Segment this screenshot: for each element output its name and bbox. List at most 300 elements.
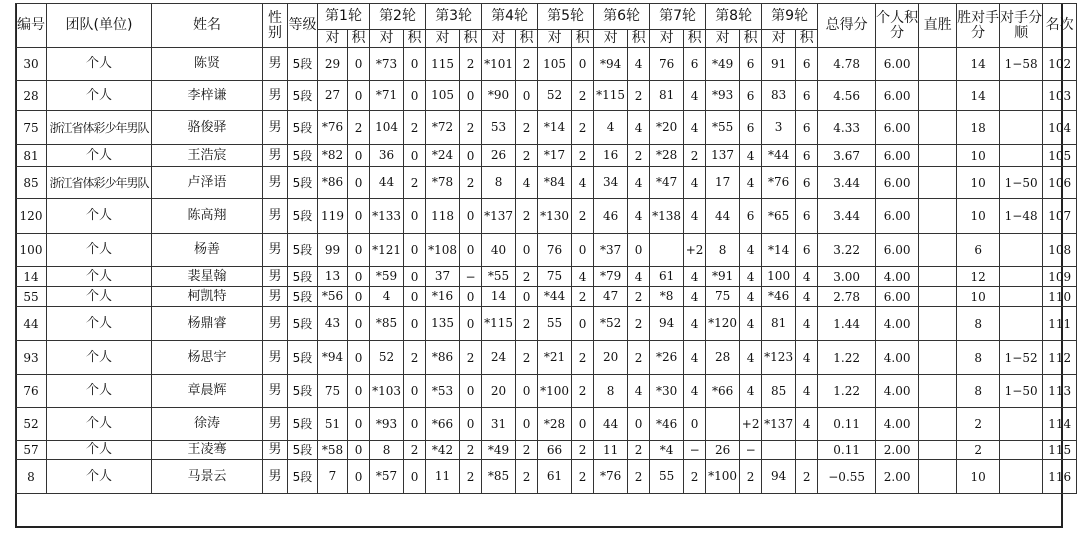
cell-num: 8: [16, 460, 47, 494]
cell-round-6-opponent: *37: [594, 234, 628, 267]
cell-num: 81: [16, 145, 47, 167]
cell-level: 5段: [288, 267, 318, 287]
cell-round-4-opponent: *115: [482, 307, 516, 341]
cell-round-1-points: 0: [348, 167, 370, 199]
cell-round-5-opponent: 61: [538, 460, 572, 494]
cell-round-4-points: 2: [516, 145, 538, 167]
cell-round-5-opponent: 76: [538, 234, 572, 267]
cell-round-7-opponent: *138: [650, 199, 684, 234]
cell-round-7-points: 4: [684, 81, 706, 111]
cell-round-4-opponent: *55: [482, 267, 516, 287]
cell-round-3-points: 0: [460, 307, 482, 341]
cell-winopp: 12: [957, 267, 1000, 287]
cell-round-5-points: 2: [572, 441, 594, 460]
cell-round-7-points: 4: [684, 375, 706, 408]
cell-direct: [919, 111, 957, 145]
cell-team: 个人: [47, 287, 152, 307]
cell-round-4-points: 0: [516, 375, 538, 408]
cell-round-2-opponent: 104: [370, 111, 404, 145]
cell-round-3-opponent: 115: [426, 48, 460, 81]
table-row: [16, 408, 1077, 441]
cell-team: 个人: [47, 145, 152, 167]
cell-round-3-opponent: *24: [426, 145, 460, 167]
cell-round-5-opponent: 105: [538, 48, 572, 81]
cell-sex: 男: [263, 307, 288, 341]
cell-level: 5段: [288, 460, 318, 494]
cell-personal: 4.00: [876, 267, 919, 287]
cell-round-1-opponent: 51: [318, 408, 348, 441]
cell-round-3-points: 2: [460, 48, 482, 81]
cell-round-6-points: 4: [628, 167, 650, 199]
cell-direct: [919, 199, 957, 234]
cell-round-1-points: 0: [348, 199, 370, 234]
cell-personal: 6.00: [876, 48, 919, 81]
cell-round-4-opponent: 26: [482, 145, 516, 167]
cell-round-5-points: 4: [572, 267, 594, 287]
cell-personal: 2.00: [876, 460, 919, 494]
header-round-5: 第5轮: [538, 4, 594, 30]
cell-round-2-opponent: *57: [370, 460, 404, 494]
cell-round-5-points: 2: [572, 199, 594, 234]
cell-round-8-points: 4: [740, 167, 762, 199]
cell-round-9-opponent: *76: [762, 167, 796, 199]
cell-rank: 106: [1043, 167, 1077, 199]
cell-team: 个人: [47, 460, 152, 494]
cell-personal: 6.00: [876, 81, 919, 111]
cell-personal: 4.00: [876, 408, 919, 441]
cell-round-6-points: 4: [628, 199, 650, 234]
cell-round-5-opponent: 52: [538, 81, 572, 111]
cell-round-2-opponent: *71: [370, 81, 404, 111]
cell-round-1-points: 0: [348, 287, 370, 307]
cell-level: 5段: [288, 167, 318, 199]
cell-team: 个人: [47, 408, 152, 441]
cell-team: 个人: [47, 199, 152, 234]
cell-rank: 103: [1043, 81, 1077, 111]
cell-round-6-points: 4: [628, 48, 650, 81]
cell-num: 93: [16, 341, 47, 375]
cell-round-6-opponent: 46: [594, 199, 628, 234]
cell-round-7-opponent: 61: [650, 267, 684, 287]
cell-round-7-points: 4: [684, 341, 706, 375]
cell-round-9-opponent: 100: [762, 267, 796, 287]
header-round-5-opp: 对: [538, 30, 572, 48]
cell-round-2-opponent: 44: [370, 167, 404, 199]
cell-round-2-points: 0: [404, 307, 426, 341]
cell-round-6-points: 2: [628, 341, 650, 375]
cell-direct: [919, 145, 957, 167]
cell-round-7-points: 4: [684, 267, 706, 287]
cell-num: 14: [16, 267, 47, 287]
cell-direct: [919, 48, 957, 81]
cell-round-6-points: 2: [628, 460, 650, 494]
cell-round-5-points: 4: [572, 167, 594, 199]
cell-round-7-opponent: 76: [650, 48, 684, 81]
cell-opporder: 1−50: [1000, 167, 1043, 199]
cell-round-7-opponent: *8: [650, 287, 684, 307]
cell-round-1-opponent: 7: [318, 460, 348, 494]
cell-round-8-opponent: *91: [706, 267, 740, 287]
table-row: [16, 441, 1077, 460]
cell-round-4-opponent: 31: [482, 408, 516, 441]
cell-round-5-points: 2: [572, 145, 594, 167]
cell-name: 杨鼎睿: [152, 307, 263, 341]
cell-round-8-opponent: 26: [706, 441, 740, 460]
cell-direct: [919, 267, 957, 287]
cell-round-7-points: 2: [684, 460, 706, 494]
cell-round-7-points: 6: [684, 48, 706, 81]
cell-opporder: [1000, 234, 1043, 267]
cell-round-4-opponent: *137: [482, 199, 516, 234]
cell-round-5-points: 2: [572, 341, 594, 375]
cell-round-4-opponent: 8: [482, 167, 516, 199]
cell-round-6-opponent: 44: [594, 408, 628, 441]
cell-opporder: [1000, 81, 1043, 111]
cell-level: 5段: [288, 234, 318, 267]
cell-round-9-opponent: *46: [762, 287, 796, 307]
header-rank: 名次: [1043, 4, 1077, 48]
header-round-8-opp: 对: [706, 30, 740, 48]
cell-round-4-opponent: *101: [482, 48, 516, 81]
cell-level: 5段: [288, 287, 318, 307]
cell-round-9-opponent: 94: [762, 460, 796, 494]
cell-team: 个人: [47, 267, 152, 287]
cell-round-7-opponent: *47: [650, 167, 684, 199]
cell-round-6-opponent: *94: [594, 48, 628, 81]
cell-total: 3.67: [818, 145, 876, 167]
cell-level: 5段: [288, 408, 318, 441]
cell-rank: 111: [1043, 307, 1077, 341]
cell-round-7-opponent: *30: [650, 375, 684, 408]
cell-round-9-points: 4: [796, 408, 818, 441]
cell-round-8-opponent: *93: [706, 81, 740, 111]
table-row: [16, 307, 1077, 341]
cell-round-2-points: 2: [404, 441, 426, 460]
cell-round-6-points: 4: [628, 267, 650, 287]
cell-round-6-points: 2: [628, 287, 650, 307]
cell-round-1-opponent: 29: [318, 48, 348, 81]
cell-round-4-points: 0: [516, 408, 538, 441]
cell-round-5-points: 0: [572, 408, 594, 441]
table-row: [16, 287, 1077, 307]
cell-sex: 男: [263, 441, 288, 460]
cell-winopp: 10: [957, 460, 1000, 494]
cell-total: 3.22: [818, 234, 876, 267]
cell-sex: 男: [263, 267, 288, 287]
cell-total: 3.44: [818, 167, 876, 199]
cell-total: 0.11: [818, 408, 876, 441]
cell-round-2-opponent: *85: [370, 307, 404, 341]
cell-round-6-points: 4: [628, 375, 650, 408]
cell-round-1-opponent: *76: [318, 111, 348, 145]
cell-round-4-points: 4: [516, 167, 538, 199]
cell-round-8-opponent: *55: [706, 111, 740, 145]
cell-round-5-opponent: *17: [538, 145, 572, 167]
cell-round-4-opponent: 24: [482, 341, 516, 375]
cell-round-9-points: 6: [796, 48, 818, 81]
cell-winopp: 10: [957, 145, 1000, 167]
cell-round-7-points: +2: [684, 234, 706, 267]
header-round-7: 第7轮: [650, 4, 706, 30]
cell-personal: 6.00: [876, 234, 919, 267]
table-row: [16, 341, 1077, 375]
cell-round-8-points: +2: [740, 408, 762, 441]
cell-winopp: 10: [957, 287, 1000, 307]
cell-round-3-opponent: 11: [426, 460, 460, 494]
cell-round-1-points: 0: [348, 145, 370, 167]
cell-direct: [919, 341, 957, 375]
cell-opporder: [1000, 111, 1043, 145]
cell-team: 个人: [47, 341, 152, 375]
cell-round-6-opponent: *76: [594, 460, 628, 494]
header-direct: 直胜: [919, 4, 957, 48]
cell-round-1-points: 2: [348, 111, 370, 145]
cell-round-9-points: 6: [796, 111, 818, 145]
cell-round-6-opponent: 34: [594, 167, 628, 199]
cell-round-4-points: 0: [516, 287, 538, 307]
cell-personal: 4.00: [876, 341, 919, 375]
cell-round-5-points: 2: [572, 460, 594, 494]
cell-rank: 110: [1043, 287, 1077, 307]
cell-round-9-opponent: *44: [762, 145, 796, 167]
cell-round-1-points: 0: [348, 48, 370, 81]
cell-round-9-points: 6: [796, 81, 818, 111]
cell-round-3-points: 0: [460, 234, 482, 267]
cell-round-1-points: 0: [348, 460, 370, 494]
cell-round-2-points: 0: [404, 408, 426, 441]
cell-personal: 6.00: [876, 287, 919, 307]
cell-opporder: 1−50: [1000, 375, 1043, 408]
cell-winopp: 18: [957, 111, 1000, 145]
header-round-6-pts: 积: [628, 30, 650, 48]
header-round-9-pts: 积: [796, 30, 818, 48]
cell-round-7-points: 4: [684, 111, 706, 145]
cell-round-2-points: 2: [404, 111, 426, 145]
cell-round-1-opponent: 43: [318, 307, 348, 341]
cell-name: 章晨辉: [152, 375, 263, 408]
header-round-4: 第4轮: [482, 4, 538, 30]
cell-round-9-points: 6: [796, 145, 818, 167]
table-row: [16, 375, 1077, 408]
cell-sex: 男: [263, 375, 288, 408]
cell-round-4-points: 2: [516, 267, 538, 287]
header-round-8-pts: 积: [740, 30, 762, 48]
cell-round-5-points: 0: [572, 307, 594, 341]
cell-round-3-opponent: *78: [426, 167, 460, 199]
cell-rank: 109: [1043, 267, 1077, 287]
cell-round-8-opponent: 28: [706, 341, 740, 375]
cell-round-4-points: 2: [516, 441, 538, 460]
cell-round-3-points: 0: [460, 145, 482, 167]
cell-sex: 男: [263, 111, 288, 145]
cell-round-3-opponent: *86: [426, 341, 460, 375]
header-round-6: 第6轮: [594, 4, 650, 30]
cell-round-3-points: 0: [460, 81, 482, 111]
cell-num: 30: [16, 48, 47, 81]
cell-personal: 2.00: [876, 441, 919, 460]
table-row: [16, 199, 1077, 234]
cell-team: 个人: [47, 81, 152, 111]
cell-round-4-opponent: 14: [482, 287, 516, 307]
table-row: [16, 145, 1077, 167]
cell-personal: 6.00: [876, 145, 919, 167]
cell-round-8-points: 4: [740, 267, 762, 287]
cell-name: 柯凯特: [152, 287, 263, 307]
cell-round-1-points: 0: [348, 81, 370, 111]
cell-rank: 104: [1043, 111, 1077, 145]
cell-total: 4.78: [818, 48, 876, 81]
cell-round-2-opponent: 4: [370, 287, 404, 307]
cell-round-2-opponent: *59: [370, 267, 404, 287]
cell-team: 浙江省体彩少年男队: [47, 111, 152, 145]
header-personal: 个人积分: [876, 4, 919, 48]
cell-level: 5段: [288, 307, 318, 341]
cell-rank: 113: [1043, 375, 1077, 408]
cell-round-3-opponent: *16: [426, 287, 460, 307]
cell-round-4-opponent: *90: [482, 81, 516, 111]
cell-round-7-points: 4: [684, 167, 706, 199]
cell-personal: 6.00: [876, 167, 919, 199]
cell-name: 杨思宇: [152, 341, 263, 375]
cell-num: 100: [16, 234, 47, 267]
cell-direct: [919, 287, 957, 307]
cell-personal: 6.00: [876, 111, 919, 145]
header-total: 总得分: [818, 4, 876, 48]
header-name: 姓名: [152, 4, 263, 48]
cell-round-4-opponent: 20: [482, 375, 516, 408]
header-round-4-opp: 对: [482, 30, 516, 48]
cell-round-6-points: 2: [628, 441, 650, 460]
cell-round-3-opponent: *53: [426, 375, 460, 408]
header-round-7-opp: 对: [650, 30, 684, 48]
cell-round-4-points: 0: [516, 234, 538, 267]
cell-round-6-points: 0: [628, 234, 650, 267]
cell-opporder: [1000, 460, 1043, 494]
cell-round-2-opponent: 36: [370, 145, 404, 167]
cell-round-6-points: 0: [628, 408, 650, 441]
cell-round-5-opponent: *28: [538, 408, 572, 441]
cell-opporder: [1000, 441, 1043, 460]
cell-round-3-opponent: *42: [426, 441, 460, 460]
cell-sex: 男: [263, 167, 288, 199]
cell-round-8-opponent: 75: [706, 287, 740, 307]
cell-name: 陈高翔: [152, 199, 263, 234]
cell-direct: [919, 167, 957, 199]
cell-round-9-points: 4: [796, 287, 818, 307]
cell-round-5-points: 2: [572, 375, 594, 408]
cell-round-6-points: 2: [628, 81, 650, 111]
cell-sex: 男: [263, 48, 288, 81]
cell-opporder: [1000, 145, 1043, 167]
cell-round-3-points: 2: [460, 460, 482, 494]
cell-num: 85: [16, 167, 47, 199]
cell-round-8-opponent: *66: [706, 375, 740, 408]
cell-total: 4.56: [818, 81, 876, 111]
cell-round-7-opponent: *26: [650, 341, 684, 375]
cell-total: 4.33: [818, 111, 876, 145]
header-row-top: [16, 4, 1077, 30]
cell-round-8-points: 4: [740, 307, 762, 341]
cell-round-7-opponent: [650, 234, 684, 267]
cell-winopp: 2: [957, 441, 1000, 460]
cell-team: 个人: [47, 48, 152, 81]
cell-round-5-points: 2: [572, 111, 594, 145]
cell-personal: 4.00: [876, 375, 919, 408]
cell-round-6-opponent: 47: [594, 287, 628, 307]
cell-level: 5段: [288, 111, 318, 145]
cell-opporder: 1−48: [1000, 199, 1043, 234]
cell-round-2-points: 0: [404, 199, 426, 234]
cell-round-3-points: 2: [460, 111, 482, 145]
cell-round-9-points: 4: [796, 267, 818, 287]
cell-num: 57: [16, 441, 47, 460]
cell-round-2-opponent: *133: [370, 199, 404, 234]
cell-round-2-opponent: *121: [370, 234, 404, 267]
cell-round-8-points: 4: [740, 375, 762, 408]
cell-num: 76: [16, 375, 47, 408]
cell-rank: 112: [1043, 341, 1077, 375]
cell-team: 个人: [47, 375, 152, 408]
cell-round-1-opponent: *56: [318, 287, 348, 307]
cell-round-9-opponent: 85: [762, 375, 796, 408]
cell-opporder: 1−58: [1000, 48, 1043, 81]
cell-round-5-opponent: *130: [538, 199, 572, 234]
cell-name: 王凌骞: [152, 441, 263, 460]
cell-opporder: 1−52: [1000, 341, 1043, 375]
header-round-2-opp: 对: [370, 30, 404, 48]
cell-round-9-points: 4: [796, 341, 818, 375]
cell-round-3-opponent: 135: [426, 307, 460, 341]
cell-rank: 116: [1043, 460, 1077, 494]
cell-round-2-points: 0: [404, 145, 426, 167]
cell-round-3-points: 0: [460, 287, 482, 307]
cell-round-8-points: 4: [740, 234, 762, 267]
cell-round-8-points: 4: [740, 287, 762, 307]
cell-round-9-opponent: 83: [762, 81, 796, 111]
cell-round-6-points: 4: [628, 111, 650, 145]
cell-total: 3.44: [818, 199, 876, 234]
cell-round-8-opponent: 44: [706, 199, 740, 234]
cell-round-1-points: 0: [348, 234, 370, 267]
cell-round-5-points: 2: [572, 287, 594, 307]
cell-opporder: [1000, 307, 1043, 341]
cell-round-6-opponent: *52: [594, 307, 628, 341]
header-round-2: 第2轮: [370, 4, 426, 30]
cell-round-9-points: 2: [796, 460, 818, 494]
table-row: [16, 234, 1077, 267]
cell-name: 马景云: [152, 460, 263, 494]
cell-round-1-opponent: 119: [318, 199, 348, 234]
cell-round-4-opponent: 53: [482, 111, 516, 145]
cell-sex: 男: [263, 199, 288, 234]
cell-round-9-points: [796, 441, 818, 460]
header-round-1-pts: 积: [348, 30, 370, 48]
table-row: [16, 48, 1077, 81]
header-level: 等级: [288, 4, 318, 48]
cell-round-7-points: 4: [684, 199, 706, 234]
header-round-5-pts: 积: [572, 30, 594, 48]
cell-rank: 108: [1043, 234, 1077, 267]
cell-round-3-opponent: 105: [426, 81, 460, 111]
cell-round-6-opponent: 4: [594, 111, 628, 145]
cell-round-3-points: 2: [460, 167, 482, 199]
cell-round-1-opponent: 13: [318, 267, 348, 287]
cell-round-8-points: 2: [740, 460, 762, 494]
cell-round-5-opponent: 55: [538, 307, 572, 341]
cell-round-5-points: 2: [572, 81, 594, 111]
cell-level: 5段: [288, 375, 318, 408]
cell-round-1-points: 0: [348, 441, 370, 460]
